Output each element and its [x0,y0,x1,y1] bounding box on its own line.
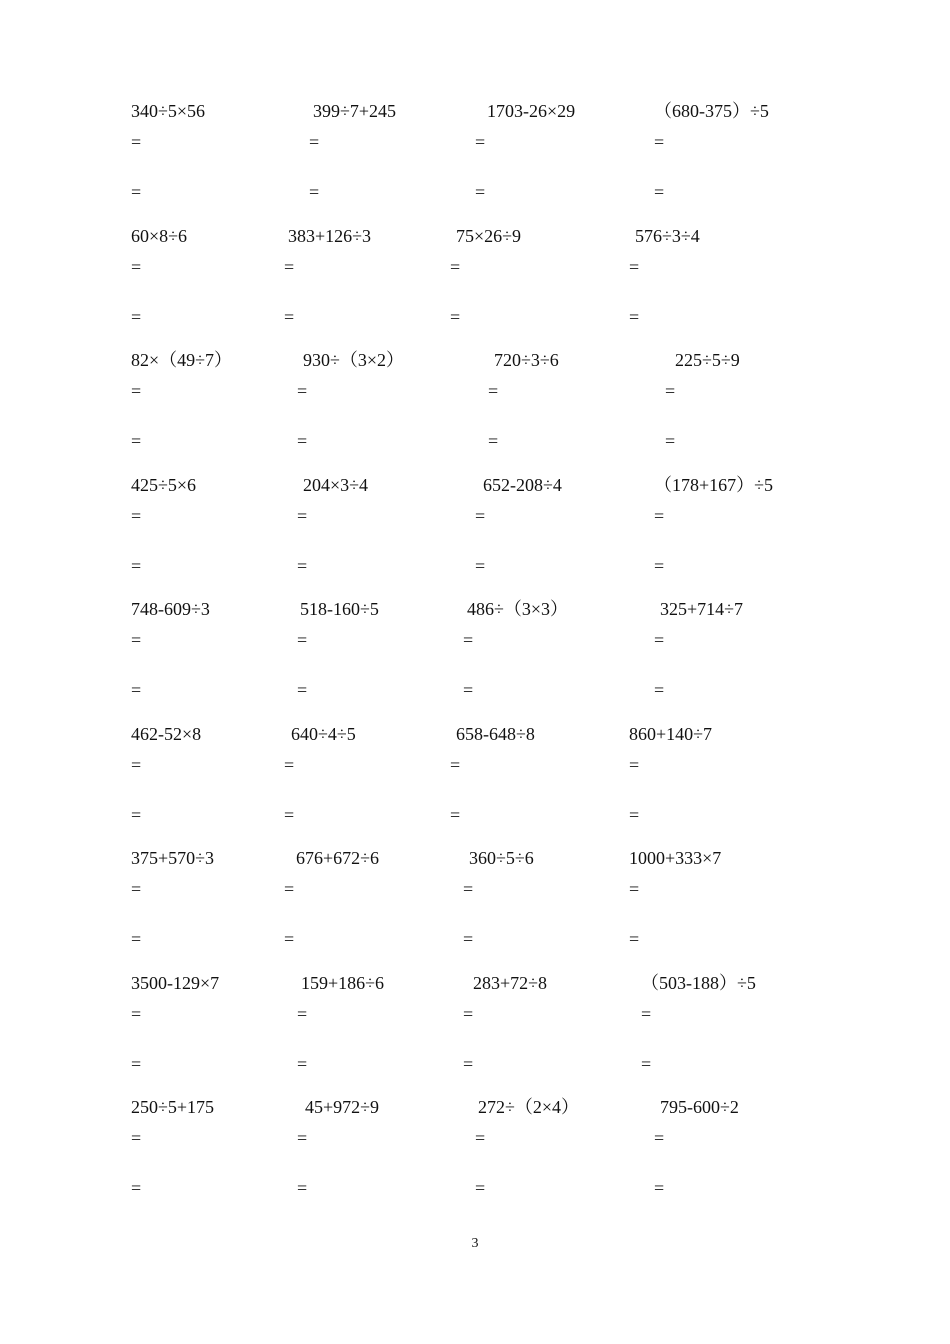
answer-line: = [654,630,665,650]
problem-expression: 676+672÷6 [296,848,380,868]
answer-line: = [450,307,461,327]
problem-expression: 1000+333×7 [629,848,722,868]
answer-line: = [131,132,142,152]
answer-line: = [475,182,486,202]
answer-line: = [450,257,461,277]
answer-line: = [654,1178,665,1198]
answer-line: = [475,556,486,576]
problem-row [0,225,950,349]
problem-expression: 860+140÷7 [629,724,713,744]
problem-expression: 272÷（2×4） [478,1097,580,1117]
answer-line: = [131,1054,142,1074]
problem-row [0,100,950,224]
problem-expression: 658-648÷8 [456,724,535,744]
problem-row [0,1096,950,1220]
answer-line: = [131,929,142,949]
answer-line: = [641,1054,652,1074]
answer-line: = [297,556,308,576]
answer-line: = [665,381,676,401]
answer-line: = [297,1128,308,1148]
answer-line: = [654,506,665,526]
page-number: 3 [471,1236,479,1251]
problem-row [0,598,950,722]
answer-line: = [297,630,308,650]
problem-expression: 159+186÷6 [301,973,385,993]
answer-line: = [475,1178,486,1198]
answer-line: = [463,1004,474,1024]
problem-row [0,474,950,598]
answer-line: = [654,680,665,700]
problem-expression: 486÷（3×3） [467,599,569,619]
answer-line: = [629,805,640,825]
problem-row [0,349,950,473]
answer-line: = [665,431,676,451]
answer-line: = [463,1054,474,1074]
answer-line: = [284,805,295,825]
answer-line: = [131,381,142,401]
answer-line: = [450,755,461,775]
problem-expression: 652-208÷4 [483,475,562,495]
problem-expression: 3500-129×7 [131,973,220,993]
answer-line: = [131,630,142,650]
problem-expression: 930÷（3×2） [303,350,405,370]
answer-line: = [654,132,665,152]
answer-line: = [463,680,474,700]
answer-line: = [629,929,640,949]
problem-expression: 748-609÷3 [131,599,210,619]
problem-expression: 75×26÷9 [456,226,522,246]
answer-line: = [284,257,295,277]
answer-line: = [131,1128,142,1148]
answer-line: = [131,879,142,899]
answer-line: = [475,506,486,526]
problem-expression: 60×8÷6 [131,226,188,246]
answer-line: = [629,257,640,277]
answer-line: = [297,1178,308,1198]
answer-line: = [297,1054,308,1074]
answer-line: = [463,879,474,899]
problem-expression: （503-188）÷5 [641,973,756,993]
answer-line: = [629,879,640,899]
answer-line: = [463,929,474,949]
answer-line: = [654,182,665,202]
problem-expression: 518-160÷5 [300,599,379,619]
problem-expression: （178+167）÷5 [654,475,774,495]
problem-row [0,972,950,1096]
problem-expression: 375+570÷3 [131,848,215,868]
answer-line: = [309,182,320,202]
problem-row [0,723,950,847]
problem-expression: 360÷5÷6 [469,848,534,868]
problem-expression: 250÷5+175 [131,1097,215,1117]
answer-line: = [629,307,640,327]
problem-expression: 720÷3÷6 [494,350,559,370]
answer-line: = [284,879,295,899]
answer-line: = [297,680,308,700]
problem-expression: 45+972÷9 [305,1097,380,1117]
answer-line: = [131,556,142,576]
answer-line: = [131,755,142,775]
problem-expression: 325+714÷7 [660,599,744,619]
answer-line: = [131,431,142,451]
problem-expression: 399÷7+245 [313,101,397,121]
answer-line: = [297,431,308,451]
problem-expression: 640÷4÷5 [291,724,356,744]
answer-line: = [488,381,499,401]
answer-line: = [654,556,665,576]
answer-line: = [297,381,308,401]
answer-line: = [284,307,295,327]
answer-line: = [284,755,295,775]
problem-expression: （680-375）÷5 [654,101,769,121]
problem-expression: 425÷5×6 [131,475,197,495]
problem-expression: 1703-26×29 [487,101,576,121]
problem-expression: 795-600÷2 [660,1097,739,1117]
answer-line: = [475,132,486,152]
problem-expression: 82×（49÷7） [131,350,233,370]
answer-line: = [131,257,142,277]
problem-expression: 576÷3÷4 [635,226,700,246]
answer-line: = [488,431,499,451]
problem-expression: 283+72÷8 [473,973,548,993]
answer-line: = [654,1128,665,1148]
answer-line: = [131,805,142,825]
problem-row [0,847,950,971]
answer-line: = [131,182,142,202]
answer-line: = [131,307,142,327]
answer-line: = [297,1004,308,1024]
problem-expression: 225÷5÷9 [675,350,740,370]
problem-expression: 462-52×8 [131,724,202,744]
answer-line: = [475,1128,486,1148]
answer-line: = [309,132,320,152]
answer-line: = [463,630,474,650]
answer-line: = [131,506,142,526]
answer-line: = [641,1004,652,1024]
problem-expression: 340÷5×56 [131,101,206,121]
answer-line: = [284,929,295,949]
answer-line: = [131,1178,142,1198]
answer-line: = [450,805,461,825]
problem-expression: 383+126÷3 [288,226,372,246]
answer-line: = [131,1004,142,1024]
answer-line: = [297,506,308,526]
answer-line: = [131,680,142,700]
answer-line: = [629,755,640,775]
problem-expression: 204×3÷4 [303,475,369,495]
